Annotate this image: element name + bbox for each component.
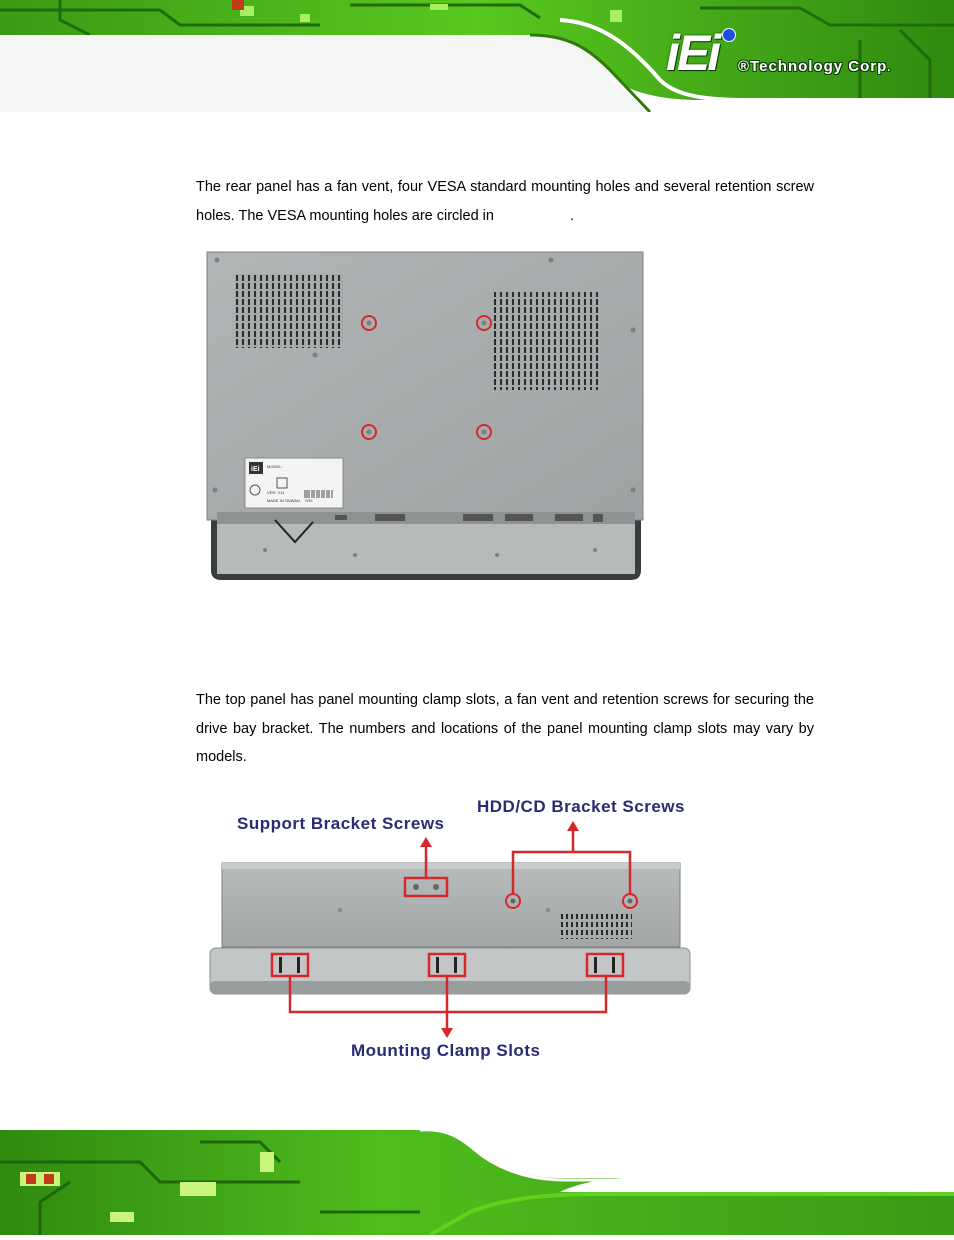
logo-mark: iEi bbox=[666, 25, 719, 81]
pcb-header-graphic bbox=[0, 0, 954, 112]
pcb-footer-graphic bbox=[0, 1122, 954, 1235]
svg-text:MODEL:: MODEL: bbox=[267, 464, 283, 469]
rear-panel-image bbox=[205, 250, 647, 584]
support-bracket-screws-callout: Support Bracket Screws bbox=[237, 814, 445, 833]
rear-panel-figure bbox=[205, 250, 647, 589]
page-header bbox=[0, 0, 954, 112]
svg-text:MADE IN TAIWAN: MADE IN TAIWAN bbox=[267, 498, 300, 503]
rear-panel-paragraph: The rear panel has a fan vent, four VESA standard mounting holes and several retention screw holes. The VESA mounting holes are circled in . bbox=[196, 179, 814, 224]
top-panel-paragraph: The top panel has panel mounting clamp slots, a fan vent and retention screws for securing the drive bay bracket. The numbers and locations of the panel mounting clamp slots may vary by models. bbox=[196, 692, 814, 765]
svg-text:VER: V11: VER: V11 bbox=[267, 490, 285, 495]
logo-dot-icon bbox=[722, 28, 736, 42]
mounting-clamp-slots-callout: Mounting Clamp Slots bbox=[351, 1041, 541, 1060]
hdd-cd-bracket-screws-callout: HDD/CD Bracket Screws bbox=[477, 797, 685, 816]
svg-text:S/N:: S/N: bbox=[305, 498, 313, 503]
page-footer bbox=[0, 1122, 954, 1235]
svg-text:iEi: iEi bbox=[251, 466, 260, 473]
logo-text: ®Technology Corp. bbox=[738, 58, 892, 75]
top-panel-figure bbox=[200, 793, 700, 1068]
